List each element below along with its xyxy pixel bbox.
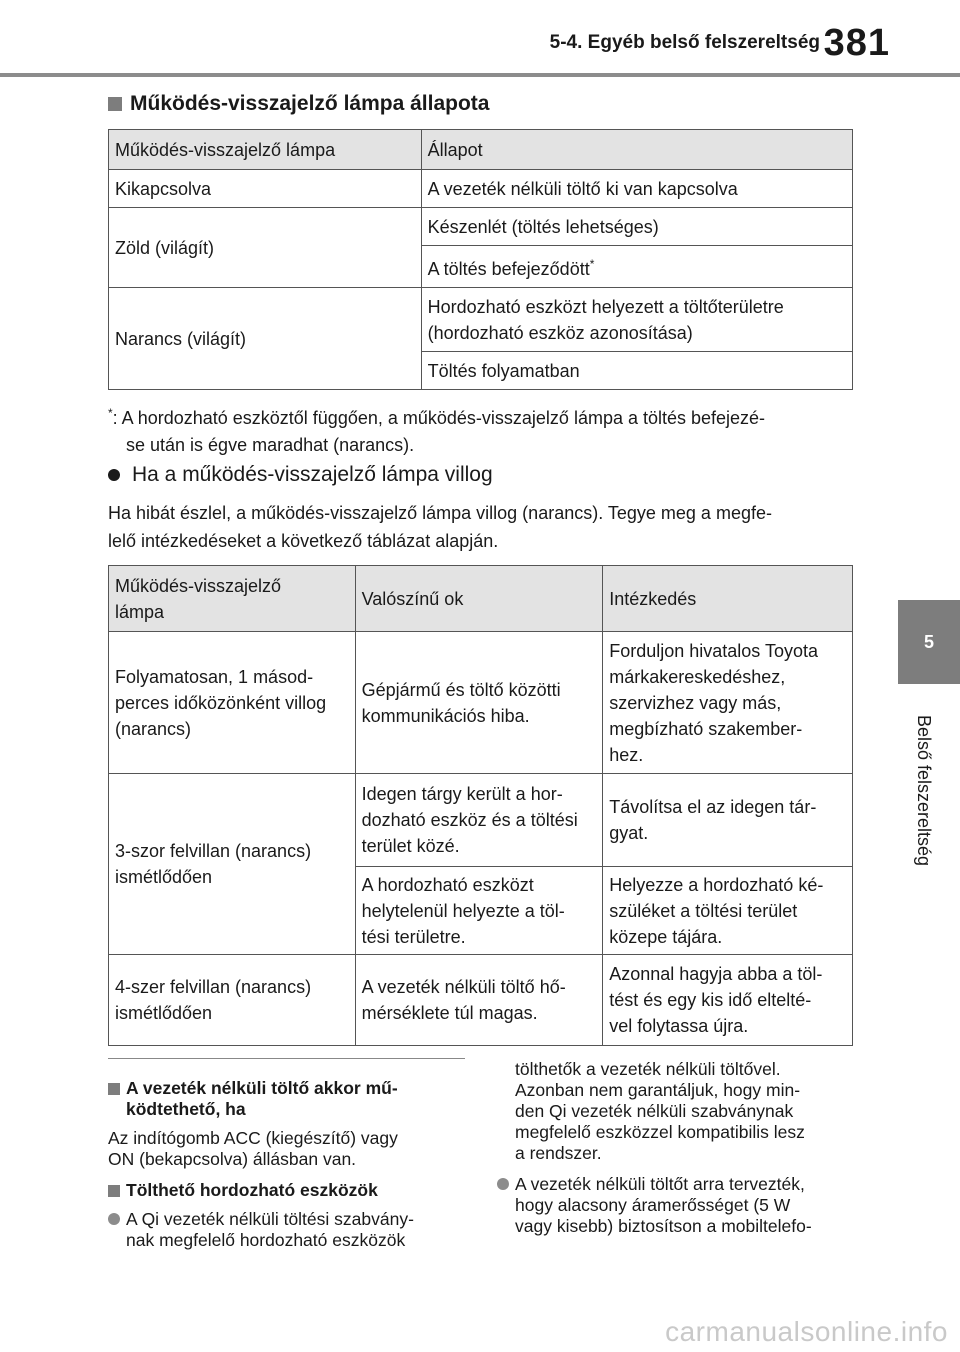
- table-cell: A vezeték nélküli töltő ki van kapcsolva: [421, 170, 852, 208]
- cell-line: lámpa: [115, 601, 165, 622]
- cell-line: közepe tájára.: [609, 926, 723, 947]
- round-bullet-icon: [108, 469, 120, 481]
- note-paragraph: [497, 1059, 857, 1164]
- table-header-cell: [109, 566, 356, 632]
- table-cell: [603, 774, 853, 867]
- table-cell: [355, 632, 603, 774]
- cell-line: dozható eszköz és a töltési: [361, 810, 578, 830]
- notes-left-column: [108, 1078, 468, 1261]
- table-cell: Töltés folyamatban: [421, 352, 852, 390]
- cell-line: Távolítsa el az idegen tár-: [609, 797, 817, 817]
- paragraph-line: Ha hibát észlel, a működés-visszajelző lámpa villog (narancs). Tegye meg a megfe-: [108, 503, 772, 523]
- note-bullet: [497, 1174, 857, 1237]
- cell-line: szüléket a töltési terület: [609, 900, 798, 921]
- lamp-status-table: [108, 129, 853, 390]
- text-line: tölthetők a vezeték nélküli töltővel.: [515, 1059, 781, 1079]
- text-line: Azonban nem garantáljuk, hogy min-: [515, 1080, 801, 1100]
- cell-line: A vezeték nélküli töltő hő-: [361, 977, 566, 997]
- text-line: hogy alacsony áramerősséget (5 W: [515, 1195, 791, 1215]
- table-cell: [421, 288, 852, 352]
- column-divider: [108, 1058, 465, 1059]
- note-subheading: [108, 1180, 468, 1201]
- note-subheading-text: [126, 1078, 398, 1120]
- text-line: vagy kisebb) biztosítson a mobiltelefo-: [515, 1216, 812, 1236]
- chapter-number: 5: [923, 631, 934, 652]
- cell-line: Hordozható eszközt helyezett a töltőterületre: [427, 296, 784, 317]
- note-bullet: [108, 1209, 468, 1251]
- text-line: A vezeték nélküli töltőt arra tervezték,: [515, 1174, 805, 1194]
- note-bullet-text: [126, 1209, 414, 1251]
- text-line: a rendszer.: [515, 1143, 602, 1163]
- text-line: den Qi vezeték nélküli szabványnak: [515, 1101, 794, 1121]
- table-header-cell: Valószínű ok: [355, 566, 603, 632]
- cell-line: Működés-visszajelző: [115, 575, 282, 596]
- paragraph-line: lelő intézkedéseket a következő táblázat alapján.: [108, 531, 499, 551]
- table-footnote: [108, 400, 858, 459]
- cell-line: 3-szor felvillan (narancs): [115, 841, 312, 861]
- section-heading: [108, 92, 489, 116]
- table-cell: Készenlét (töltés lehetséges): [421, 208, 852, 246]
- square-bullet-icon: [108, 1185, 120, 1197]
- round-bullet-icon: [108, 1213, 120, 1225]
- header-section-title: 5-4. Egyéb belső felszereltség: [549, 32, 820, 53]
- cell-text: A töltés befejeződött: [427, 259, 590, 279]
- watermark: carmanualsonline.info: [665, 1316, 948, 1347]
- cell-line: vel folytassa újra.: [609, 1016, 749, 1036]
- cell-line: tési területre.: [361, 926, 466, 947]
- cell-line: Azonnal hagyja abba a töl-: [609, 964, 823, 984]
- round-bullet-icon: [497, 1178, 509, 1190]
- text-line: nak megfelelő hordozható eszközök: [126, 1230, 406, 1250]
- cell-line: Forduljon hivatalos Toyota: [609, 640, 818, 661]
- table-cell: Kikapcsolva: [109, 170, 422, 208]
- cell-line: A hordozható eszközt: [361, 874, 534, 895]
- table-cell: [109, 632, 356, 774]
- table-header-cell: Állapot: [421, 130, 852, 170]
- cell-line: megbízható szakember-: [609, 718, 803, 739]
- square-bullet-icon: [108, 1083, 120, 1095]
- chapter-title: Belső felszereltség: [914, 714, 935, 866]
- blinking-lamp-table: [108, 565, 853, 1046]
- table-header-cell: Működés-visszajelző lámpa: [109, 130, 422, 170]
- cell-line: tést és egy kis idő eltelté-: [609, 990, 812, 1010]
- cell-line: ismétlődően: [115, 867, 213, 887]
- cell-line: szervizhez vagy más,: [609, 692, 782, 713]
- text-line: Az indítógomb ACC (kiegészítő) vagy: [108, 1128, 398, 1148]
- cell-line: Gépjármű és töltő közötti: [361, 679, 561, 700]
- cell-line: (narancs): [115, 718, 192, 739]
- text-line: A Qi vezeték nélküli töltési szabvány-: [126, 1209, 414, 1229]
- intro-paragraph: [108, 499, 858, 555]
- table-cell: [603, 867, 853, 955]
- table-cell: [603, 632, 853, 774]
- note-bullet-text: [515, 1174, 812, 1237]
- note-subheading-text: Tölthető hordozható eszközök: [126, 1180, 378, 1200]
- note-subheading: [108, 1078, 468, 1120]
- table-cell: [109, 774, 356, 955]
- chapter-tab: [898, 600, 960, 684]
- square-bullet-icon: [108, 97, 122, 111]
- cell-line: ismétlődően: [115, 1003, 213, 1023]
- cell-line: Folyamatosan, 1 másod-: [115, 666, 314, 687]
- table-cell: [355, 774, 603, 867]
- footnote-star: *: [108, 406, 113, 420]
- cell-line: gyat.: [609, 823, 649, 843]
- table-cell: [355, 867, 603, 955]
- table-cell: [421, 246, 852, 288]
- cell-line: terület közé.: [361, 836, 460, 856]
- cell-line: márkakereskedéshez,: [609, 666, 786, 687]
- cell-line: perces időközönként villog: [115, 692, 327, 713]
- section-heading-text: Működés-visszajelző lámpa állapota: [130, 92, 490, 115]
- subsection-heading-text: Ha a működés-visszajelző lámpa villog: [132, 463, 493, 486]
- table-cell: [603, 955, 853, 1046]
- text-line: ködtethető, ha: [126, 1099, 246, 1119]
- footnote-text: : A hordozható eszköztől függően, a működés-visszajelző lámpa a töltés befejezé-: [112, 408, 766, 428]
- cell-line: (hordozható eszköz azonosítása): [427, 322, 693, 343]
- footnote-line: [108, 400, 858, 432]
- table-cell: [109, 955, 356, 1046]
- footnote-line: se után is égve maradhat (narancs).: [126, 435, 415, 455]
- notes-right-column: [497, 1059, 857, 1247]
- chapter-title-vertical: [884, 700, 960, 880]
- text-line: megfelelő eszközzel kompatibilis lesz: [515, 1122, 805, 1142]
- table-cell: Narancs (világít): [109, 288, 422, 390]
- header-rule: [0, 73, 960, 77]
- cell-line: helytelenül helyezte a töl-: [361, 900, 565, 921]
- cell-line: kommunikációs hiba.: [361, 705, 530, 726]
- footnote-mark: *: [589, 257, 595, 271]
- text-line: A vezeték nélküli töltő akkor mű-: [126, 1078, 398, 1098]
- table-header-cell: Intézkedés: [603, 566, 853, 632]
- subsection-heading: [108, 463, 493, 487]
- cell-line: Helyezze a hordozható ké-: [609, 874, 824, 895]
- cell-line: hez.: [609, 744, 644, 765]
- note-paragraph: [108, 1128, 468, 1170]
- cell-line: 4-szer felvillan (narancs): [115, 977, 312, 997]
- page-number: 381: [823, 22, 890, 64]
- cell-line: mérséklete túl magas.: [361, 1003, 538, 1023]
- text-line: ON (bekapcsolva) állásban van.: [108, 1149, 357, 1169]
- cell-line: Idegen tárgy került a hor-: [361, 784, 563, 804]
- table-cell: Zöld (világít): [109, 208, 422, 288]
- table-cell: [355, 955, 603, 1046]
